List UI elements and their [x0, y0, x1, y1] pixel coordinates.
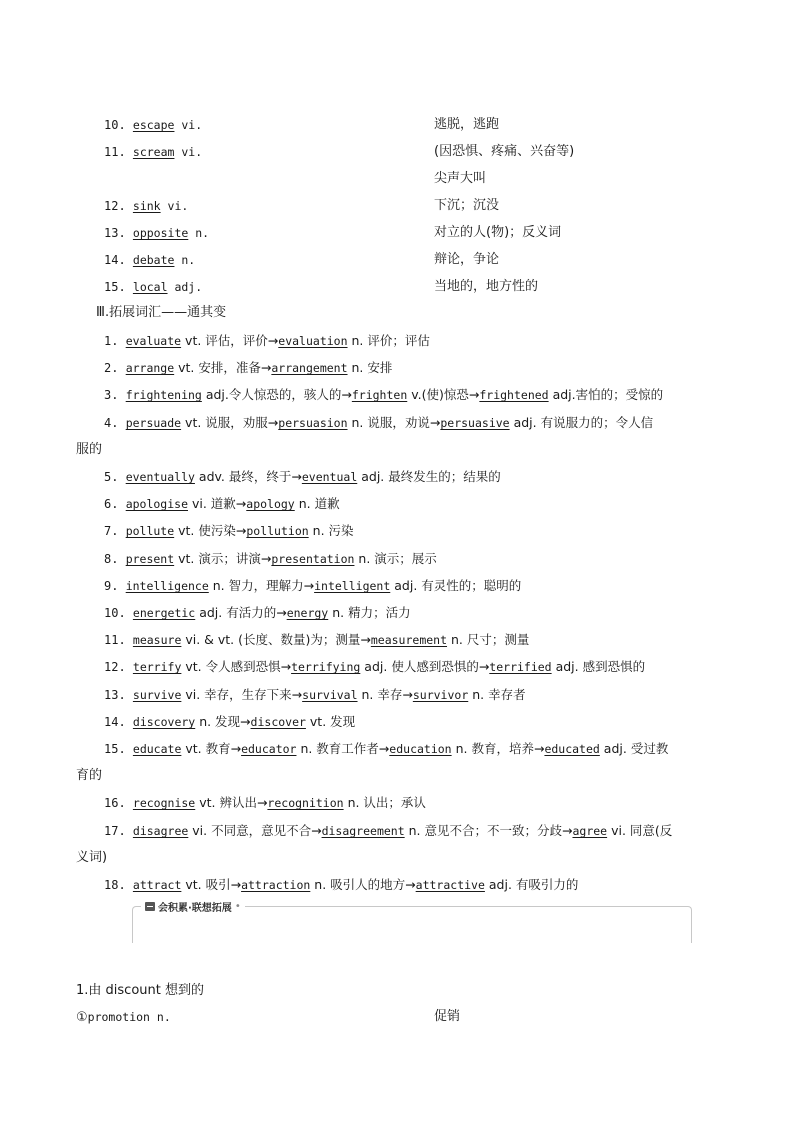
expansion-word: attraction	[241, 878, 311, 892]
expansion-word: persuasion	[278, 416, 348, 430]
vocab-pos: n.	[174, 253, 196, 267]
expansion-row	[104, 658, 645, 677]
expansion-text: vt. 教育→	[181, 741, 242, 756]
expansion-text: adj. 使人感到恐惧的→	[360, 659, 490, 674]
expansion-num: 16.	[104, 796, 133, 810]
expansion-text: n. 幸存者	[468, 687, 526, 702]
vocab-num: 11.	[104, 145, 133, 159]
expansion-num: 17.	[104, 824, 133, 838]
expansion-row	[104, 414, 653, 433]
expansion-text: vt. 使污染→	[174, 523, 247, 538]
vocab-word: escape	[132, 118, 175, 132]
expansion-word: eventual	[301, 470, 358, 484]
expansion-row	[104, 359, 392, 378]
vocab-meaning: 对立的人(物)；反义词	[434, 225, 562, 240]
expansion-text: adj. 最终发生的；结果的	[357, 469, 501, 484]
expansion-text: n. 教育，培养→	[451, 741, 545, 756]
expansion-row	[104, 386, 663, 405]
expansion-text: n. 发现→	[195, 714, 251, 729]
expansion-text: v.(使)惊恐→	[407, 387, 480, 402]
expansion-word: intelligence	[125, 579, 209, 593]
expansion-text: adj. 受过教	[599, 741, 669, 756]
expansion-num: 7.	[104, 524, 126, 538]
vocab-meaning-cont: 尖声大叫	[434, 171, 487, 186]
expansion-text: vi. & vt. (长度、数量)为；测量→	[181, 632, 371, 647]
vocab-pos: n.	[188, 226, 210, 240]
vocab-row	[104, 251, 195, 270]
promotion-item	[76, 1008, 171, 1027]
expansion-num: 10.	[104, 606, 133, 620]
expansion-word: pollute	[125, 524, 175, 538]
expansion-word: arrange	[125, 361, 175, 375]
expansion-text: vi. 不同意，意见不合→	[188, 823, 322, 838]
expansion-text: adj. 有说服力的；令人信	[509, 415, 654, 430]
vocab-row	[104, 197, 188, 216]
expansion-word: frightened	[479, 388, 549, 402]
expansion-word: survive	[132, 688, 182, 702]
expansion-word: education	[389, 742, 452, 756]
expansion-word: measurement	[370, 633, 448, 647]
vocab-num: 10.	[104, 118, 133, 132]
expansion-text: n. 教育工作者→	[296, 741, 390, 756]
expansion-text: adj. 有吸引力的	[484, 877, 579, 892]
expansion-num: 9.	[104, 579, 126, 593]
expansion-num: 11.	[104, 633, 133, 647]
expansion-row	[104, 713, 355, 732]
vocab-num: 15.	[104, 280, 133, 294]
expansion-word: terrifying	[291, 660, 361, 674]
expansion-row	[104, 577, 521, 596]
expansion-num: 8.	[104, 552, 126, 566]
expansion-num: 6.	[104, 497, 126, 511]
vocab-word: local	[132, 280, 168, 294]
expansion-row	[104, 794, 426, 813]
expansion-text: n. 吸引人的地方→	[310, 877, 416, 892]
expansion-num: 15.	[104, 742, 133, 756]
vocab-word: opposite	[132, 226, 189, 240]
expansion-word: attractive	[415, 878, 485, 892]
expansion-text: vt. 吸引→	[181, 877, 242, 892]
expansion-word: educated	[544, 742, 600, 756]
expansion-row	[104, 631, 529, 650]
expansion-word: disagree	[132, 824, 189, 838]
expansion-text: vi. 同意(反	[607, 823, 673, 838]
expansion-text: n. 道歉	[294, 496, 340, 511]
expansion-num: 3.	[104, 388, 126, 402]
expansion-num: 18.	[104, 878, 133, 892]
minus-square-icon	[145, 902, 155, 911]
expansion-row-cont: 服的	[76, 442, 103, 457]
vocab-pos: vi.	[160, 199, 189, 213]
vocab-row	[104, 278, 202, 297]
expansion-text: adj. 有灵性的；聪明的	[390, 578, 522, 593]
expansion-row	[104, 876, 578, 895]
item-marker: ①	[76, 1010, 88, 1025]
expansion-word: persuade	[125, 416, 182, 430]
vocab-word: debate	[132, 253, 175, 267]
expansion-word: frighten	[351, 388, 408, 402]
expansion-row	[104, 522, 354, 541]
expansion-row	[104, 468, 501, 487]
expansion-text: n. 智力，理解力→	[208, 578, 315, 593]
expansion-num: 4.	[104, 416, 126, 430]
expansion-text: n. 精力；活力	[328, 605, 411, 620]
expansion-text: adj. 感到恐惧的	[551, 659, 646, 674]
expansion-word: terrified	[489, 660, 552, 674]
vocab-meaning: 辩论，争论	[434, 252, 500, 267]
vocab-num: 13.	[104, 226, 133, 240]
expansion-row	[104, 550, 437, 569]
expansion-word: educator	[241, 742, 297, 756]
discount-heading: 1.由 discount 想到的	[76, 983, 204, 998]
expansion-text: n. 意见不合；不一致；分歧→	[404, 823, 573, 838]
expansion-num: 1.	[104, 334, 126, 348]
expansion-word: presentation	[271, 552, 355, 566]
tip-box-label: 会积累·联想拓展 •	[141, 899, 245, 914]
expansion-word: persuasive	[440, 416, 510, 430]
expansion-text: vt. 说服，劝服→	[181, 415, 279, 430]
tip-box-label-text: 会积累·联想拓展	[158, 903, 232, 914]
vocab-meaning: 逃脱，逃跑	[434, 117, 500, 132]
expansion-word: evaluation	[278, 334, 348, 348]
expansion-word: terrify	[132, 660, 182, 674]
expansion-word: energetic	[132, 606, 196, 620]
vocab-pos: adj.	[167, 280, 203, 294]
expansion-word: intelligent	[314, 579, 391, 593]
expansion-text: n. 说服，劝说→	[347, 415, 441, 430]
expansion-num: 14.	[104, 715, 133, 729]
expansion-word: discovery	[132, 715, 196, 729]
expansion-word: agree	[572, 824, 608, 838]
vocab-row	[104, 116, 202, 135]
vocab-num: 12.	[104, 199, 133, 213]
expansion-text: adj. 有活力的→	[195, 605, 287, 620]
expansion-row	[104, 604, 411, 623]
expansion-text: n. 幸存→	[357, 687, 413, 702]
expansion-word: evaluate	[125, 334, 182, 348]
expansion-word: eventually	[125, 470, 195, 484]
expansion-word: apologise	[125, 497, 188, 511]
tip-box	[132, 901, 692, 943]
expansion-word: arrangement	[271, 361, 348, 375]
expansion-row	[104, 740, 668, 759]
expansion-word: survival	[302, 688, 358, 702]
expansion-text: n. 尺寸；测量	[447, 632, 530, 647]
expansion-text: n. 认出；承认	[343, 795, 426, 810]
expansion-text: adv. 最终，终于→	[194, 469, 302, 484]
expansion-text: n. 演示；展示	[354, 551, 437, 566]
expansion-text: vi. 幸存，生存下来→	[181, 687, 303, 702]
expansion-num: 5.	[104, 470, 126, 484]
expansion-word: apology	[246, 497, 295, 511]
vocab-word: scream	[132, 145, 175, 159]
expansion-word: survivor	[412, 688, 469, 702]
expansion-word: measure	[132, 633, 182, 647]
expansion-text: vt. 安排，准备→	[174, 360, 272, 375]
vocab-row	[104, 143, 202, 162]
vocab-word: sink	[132, 199, 161, 213]
promotion-meaning: 促销	[434, 1009, 461, 1024]
expansion-word: disagreement	[321, 824, 405, 838]
expansion-text: vt. 令人感到恐惧→	[181, 659, 292, 674]
expansion-row	[104, 332, 430, 351]
vocab-pos: vi.	[174, 118, 203, 132]
item-word: promotion n.	[87, 1010, 171, 1024]
expansion-text: adj.令人惊恐的，骇人的→	[201, 387, 352, 402]
vocab-num: 14.	[104, 253, 133, 267]
expansion-word: energy	[286, 606, 329, 620]
expansion-word: attract	[132, 878, 182, 892]
expansion-text: n. 评价；评估	[347, 333, 430, 348]
vocab-meaning: 当地的，地方性的	[434, 279, 539, 294]
expansion-num: 13.	[104, 688, 133, 702]
expansion-row	[104, 686, 526, 705]
expansion-text: vi. 道歉→	[188, 496, 247, 511]
expansion-text: vt. 发现	[305, 714, 356, 729]
expansion-word: discover	[250, 715, 306, 729]
expansion-text: vt. 演示；讲演→	[174, 551, 272, 566]
vocab-row	[104, 224, 209, 243]
vocab-meaning: 下沉；沉没	[434, 198, 500, 213]
expansion-row-cont: 义词)	[76, 850, 108, 865]
expansion-word: present	[125, 552, 175, 566]
section-heading: Ⅲ.拓展词汇——通其变	[96, 305, 227, 320]
expansion-num: 12.	[104, 660, 133, 674]
expansion-num: 2.	[104, 361, 126, 375]
expansion-word: recognise	[132, 796, 196, 810]
expansion-text: adj.害怕的；受惊的	[548, 387, 664, 402]
expansion-row	[104, 495, 340, 514]
vocab-meaning: (因恐惧、疼痛、兴奋等)	[434, 144, 575, 159]
expansion-word: pollution	[246, 524, 309, 538]
expansion-word: frightening	[125, 388, 202, 402]
expansion-row-cont: 育的	[76, 768, 103, 783]
expansion-row	[104, 822, 672, 841]
vocab-pos: vi.	[174, 145, 203, 159]
expansion-text: n. 安排	[347, 360, 393, 375]
expansion-text: n. 污染	[308, 523, 354, 538]
expansion-text: vt. 辨认出→	[195, 795, 268, 810]
expansion-text: vt. 评估，评价→	[181, 333, 279, 348]
expansion-word: educate	[132, 742, 182, 756]
expansion-word: recognition	[267, 796, 344, 810]
